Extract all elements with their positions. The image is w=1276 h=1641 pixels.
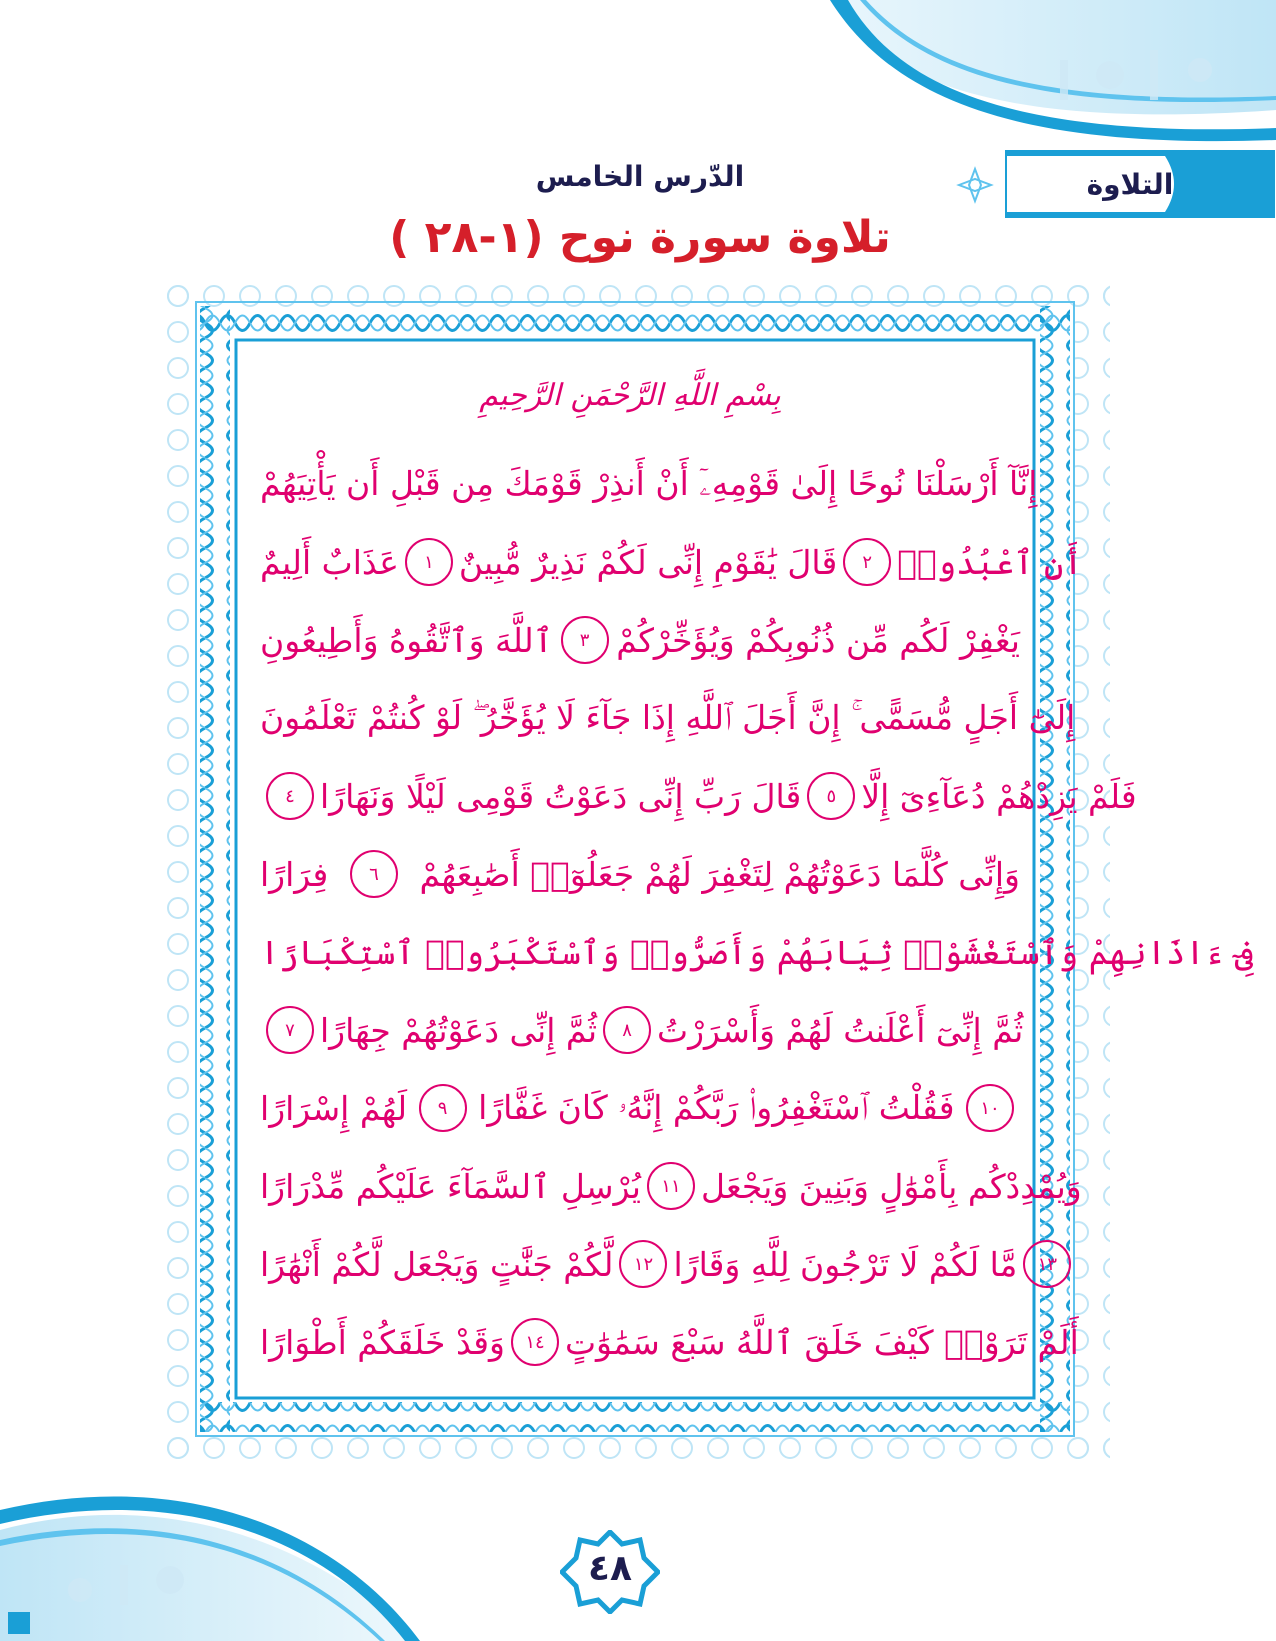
- verse-text: فِرَارًا: [260, 854, 329, 894]
- verse-text: أَلَمْ تَرَوْا۟ كَيْفَ خَلَقَ ٱللَّهُ سَبْعَ سَمَٰوَٰتٍ: [564, 1322, 1079, 1362]
- ayah-marker: ٩: [419, 1084, 467, 1132]
- lesson-number: الدّرس الخامس: [535, 160, 745, 193]
- ayah-marker: ١٢: [619, 1240, 667, 1288]
- verse-line: [260, 679, 1076, 757]
- verse-line: [260, 445, 1038, 523]
- verse-text: ثُمَّ إِنِّىٓ أَعْلَنتُ لَهُمْ وَأَسْرَرْتُ: [657, 1010, 1024, 1050]
- ayah-marker: ١: [405, 538, 453, 586]
- ayah-marker: ٧: [266, 1006, 314, 1054]
- verse-text: وَقَدْ خَلَقَكُمْ أَطْوَارًا: [260, 1322, 505, 1362]
- lesson-title: تلاوة سورة نوح (١-٢٨ ): [389, 212, 891, 263]
- bottom-left-wave-decoration: [0, 1470, 420, 1641]
- verse-line: [260, 991, 1024, 1069]
- ayah-marker: ٣: [561, 616, 609, 664]
- verse-text: قَالَ يَٰقَوْمِ إِنِّى لَكُمْ نَذِيرٌ مُّبِينٌ: [458, 542, 838, 582]
- ayah-marker: ٨: [603, 1006, 651, 1054]
- verse-line: [260, 1147, 1082, 1225]
- verse-text: يُرْسِلِ ٱلسَّمَآءَ عَلَيْكُم مِّدْرَارًا: [260, 1166, 641, 1206]
- verse-text: إِنَّآ أَرْسَلْنَا نُوحًا إِلَىٰ قَوْمِهِۦٓ أَنْ أَنذِرْ قَوْمَكَ مِن قَبْلِ أَن يَأْتِيَهُمْ: [260, 464, 1038, 503]
- verse-line: [260, 1225, 1058, 1303]
- ayah-marker: ١٤: [511, 1318, 559, 1366]
- verse-text: ٱللَّهَ وَٱتَّقُوهُ وَأَطِيعُونِ: [260, 620, 554, 660]
- verse-line: [260, 1069, 1020, 1147]
- verse-line: [260, 601, 1020, 679]
- verse-text: أَنِ ٱعْبُدُوا۟: [897, 542, 1083, 582]
- verse-text: فَلَمْ يَزِدْهُمْ دُعَآءِىٓ إِلَّا: [861, 776, 1137, 816]
- ayah-marker: ٢: [843, 538, 891, 586]
- verse-text: فَقُلْتُ ٱسْتَغْفِرُوا۟ رَبَّكُمْ إِنَّهُۥ كَانَ غَفَّارًا: [478, 1088, 955, 1127]
- verse-text: يَغْفِرْ لَكُم مِّن ذُنُوبِكُمْ وَيُؤَخِّرْكُمْ: [616, 620, 1020, 660]
- verse-line: [260, 913, 1254, 991]
- verse-line: [260, 757, 1137, 835]
- verse-text: وَإِنِّى كُلَّمَا دَعَوْتُهُمْ لِتَغْفِرَ لَهُمْ جَعَلُوٓا۟ أَصَٰبِعَهُمْ: [419, 854, 1020, 894]
- verse-text: لَّكُمْ جَنَّٰتٍ وَيَجْعَل لَّكُمْ أَنْهَٰرًا: [260, 1244, 614, 1284]
- verse-text: وَيُمْدِدْكُم بِأَمْوَٰلٍ وَبَنِينَ وَيَجْعَل: [700, 1166, 1082, 1206]
- verse-line: [260, 523, 1083, 601]
- verse-line: [260, 835, 1020, 913]
- corner-mark: [8, 1612, 30, 1634]
- ayah-marker: ٦: [350, 850, 398, 898]
- basmala: بِسْمِ اللَّهِ الرَّحْمَنِ الرَّحِيمِ: [479, 378, 781, 413]
- page-number: ٤٨: [588, 1548, 632, 1589]
- verse-text: لَهُمْ إِسْرَارًا: [260, 1088, 408, 1128]
- verse-text: إِلَىٰٓ أَجَلٍ مُّسَمًّى ۚ إِنَّ أَجَلَ ٱللَّهِ إِذَا جَآءَ لَا يُؤَخَّرُ ۖ لَوْ كُنتُمْ تَعْلَمُونَ: [260, 698, 1076, 737]
- ayah-marker: ١٣: [1023, 1240, 1071, 1288]
- ayah-marker: ٤: [266, 772, 314, 820]
- verse-text: فِىٓ ءَاذَانِهِمْ وَٱسْتَغْشَوْا۟ ثِيَابَهُمْ وَأَصَرُّوا۟ وَٱسْتَكْبَرُوا۟ ٱسْتِكْبَارًا: [260, 932, 1254, 972]
- verse-text: عَذَابٌ أَلِيمٌ: [260, 542, 399, 582]
- verse-text: قَالَ رَبِّ إِنِّى دَعَوْتُ قَوْمِى لَيْلًا وَنَهَارًا: [320, 776, 802, 816]
- ayah-marker: ١١: [647, 1162, 695, 1210]
- tab-ornament-icon: [955, 165, 995, 205]
- verses-block: [260, 445, 1254, 1381]
- verse-line: [260, 1303, 1079, 1381]
- ayah-marker: ٥: [807, 772, 855, 820]
- verse-text: ثُمَّ إِنِّى دَعَوْتُهُمْ جِهَارًا: [320, 1010, 598, 1050]
- ayah-marker: ١٠: [966, 1084, 1014, 1132]
- verse-text: مَّا لَكُمْ لَا تَرْجُونَ لِلَّهِ وَقَارًا: [673, 1244, 1018, 1284]
- section-label: التلاوة: [1086, 168, 1174, 201]
